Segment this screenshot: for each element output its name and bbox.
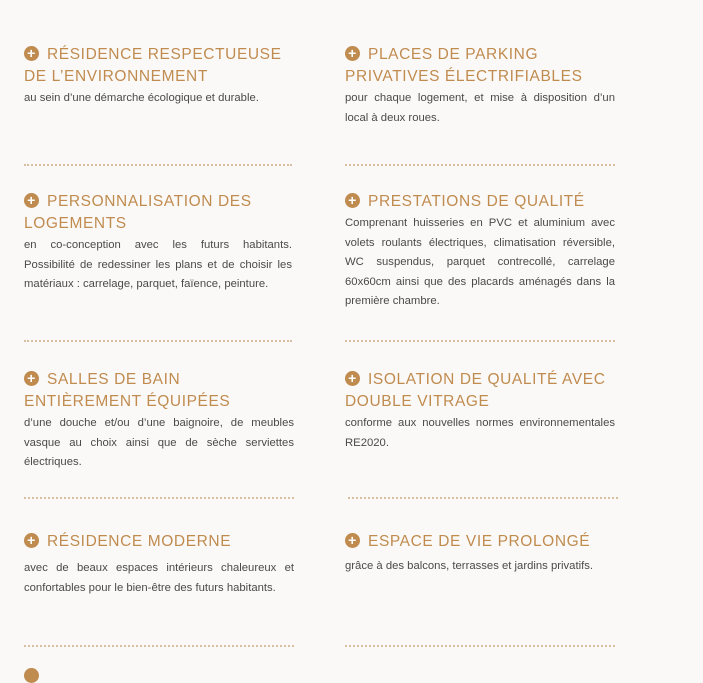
plus-circle-icon: + [345,46,360,61]
feature-description: en co-conception avec les futurs habitants. Possibilité de redessiner les plans et de choisir les matériaux : carrelage, parquet, faïence, peinture. [24,239,292,290]
feature-title-line1: PLACES DE PARKING [368,46,539,63]
feature-title [24,531,294,553]
feature-right-3 [345,369,615,453]
feature-description: grâce à des balcons, terrasses et jardins privatifs. [345,560,594,572]
feature-title-line2: DE L’ENVIRONNEMENT [24,68,208,85]
plus-circle-icon: + [24,193,39,208]
feature-title-line1: SALLES DE BAIN [47,371,181,388]
divider [24,497,294,499]
feature-title-line1: PRESTATIONS DE QUALITÉ [368,193,585,210]
feature-title-line1: ISOLATION DE QUALITÉ AVEC [368,371,606,388]
plus-circle-icon: + [24,371,39,386]
plus-circle-icon: + [345,371,360,386]
feature-title-line2: PRIVATIVES ÉLECTRIFIABLES [345,68,583,85]
feature-title-line2: DOUBLE VITRAGE [345,393,490,410]
feature-left-2 [24,191,292,295]
feature-description: Comprenant huisseries en PVC et aluminium avec volets roulants électriques, climatisation réversible, WC suspendus, parquet contrecollé, carrelage 60x60cm ainsi que des placards aménagés dans la première chambre. [345,217,615,307]
feature-title-line1: PERSONNALISATION DES [47,193,252,210]
feature-right-4 [345,531,615,577]
feature-title [24,369,294,413]
feature-title-line2: ENTIÈREMENT ÉQUIPÉES [24,393,231,410]
feature-left-4 [24,531,294,598]
plus-circle-icon: + [24,533,39,548]
feature-description: au sein d’une démarche écologique et durable. [24,92,259,104]
feature-right-2 [345,191,615,312]
plus-circle-icon: + [24,46,39,61]
feature-title [345,369,615,413]
feature-title [345,44,615,88]
feature-title-line2: LOGEMENTS [24,215,127,232]
divider [345,645,615,647]
feature-title-line1: ESPACE DE VIE PROLONGÉ [368,533,591,550]
divider [348,497,618,499]
feature-title-line1: RÉSIDENCE MODERNE [47,533,232,550]
feature-description: pour chaque logement, et mise à disposition d’un local à deux roues. [345,92,615,124]
feature-description: conforme aux nouvelles normes environnementales RE2020. [345,417,615,449]
feature-right-1 [345,44,615,128]
feature-left-1 [24,44,292,109]
feature-description: avec de beaux espaces intérieurs chaleureux et confortables pour le bien-être des futurs habitants. [24,562,294,594]
plus-circle-icon: + [345,193,360,208]
feature-title [24,191,292,235]
divider [24,164,292,166]
divider [24,340,292,342]
feature-description: d’une douche et/ou d’une baignoire, de meubles vasque au choix ainsi que de sèche serviettes électriques. [24,417,294,468]
feature-title [345,191,615,213]
feature-title [24,44,292,88]
plus-circle-icon: + [345,533,360,548]
feature-title-line1: RÉSIDENCE RESPECTUEUSE [47,46,282,63]
divider [345,164,615,166]
feature-left-3 [24,369,294,473]
divider [345,340,615,342]
feature-title [345,531,615,553]
divider [24,645,294,647]
plus-circle-icon [24,668,39,683]
